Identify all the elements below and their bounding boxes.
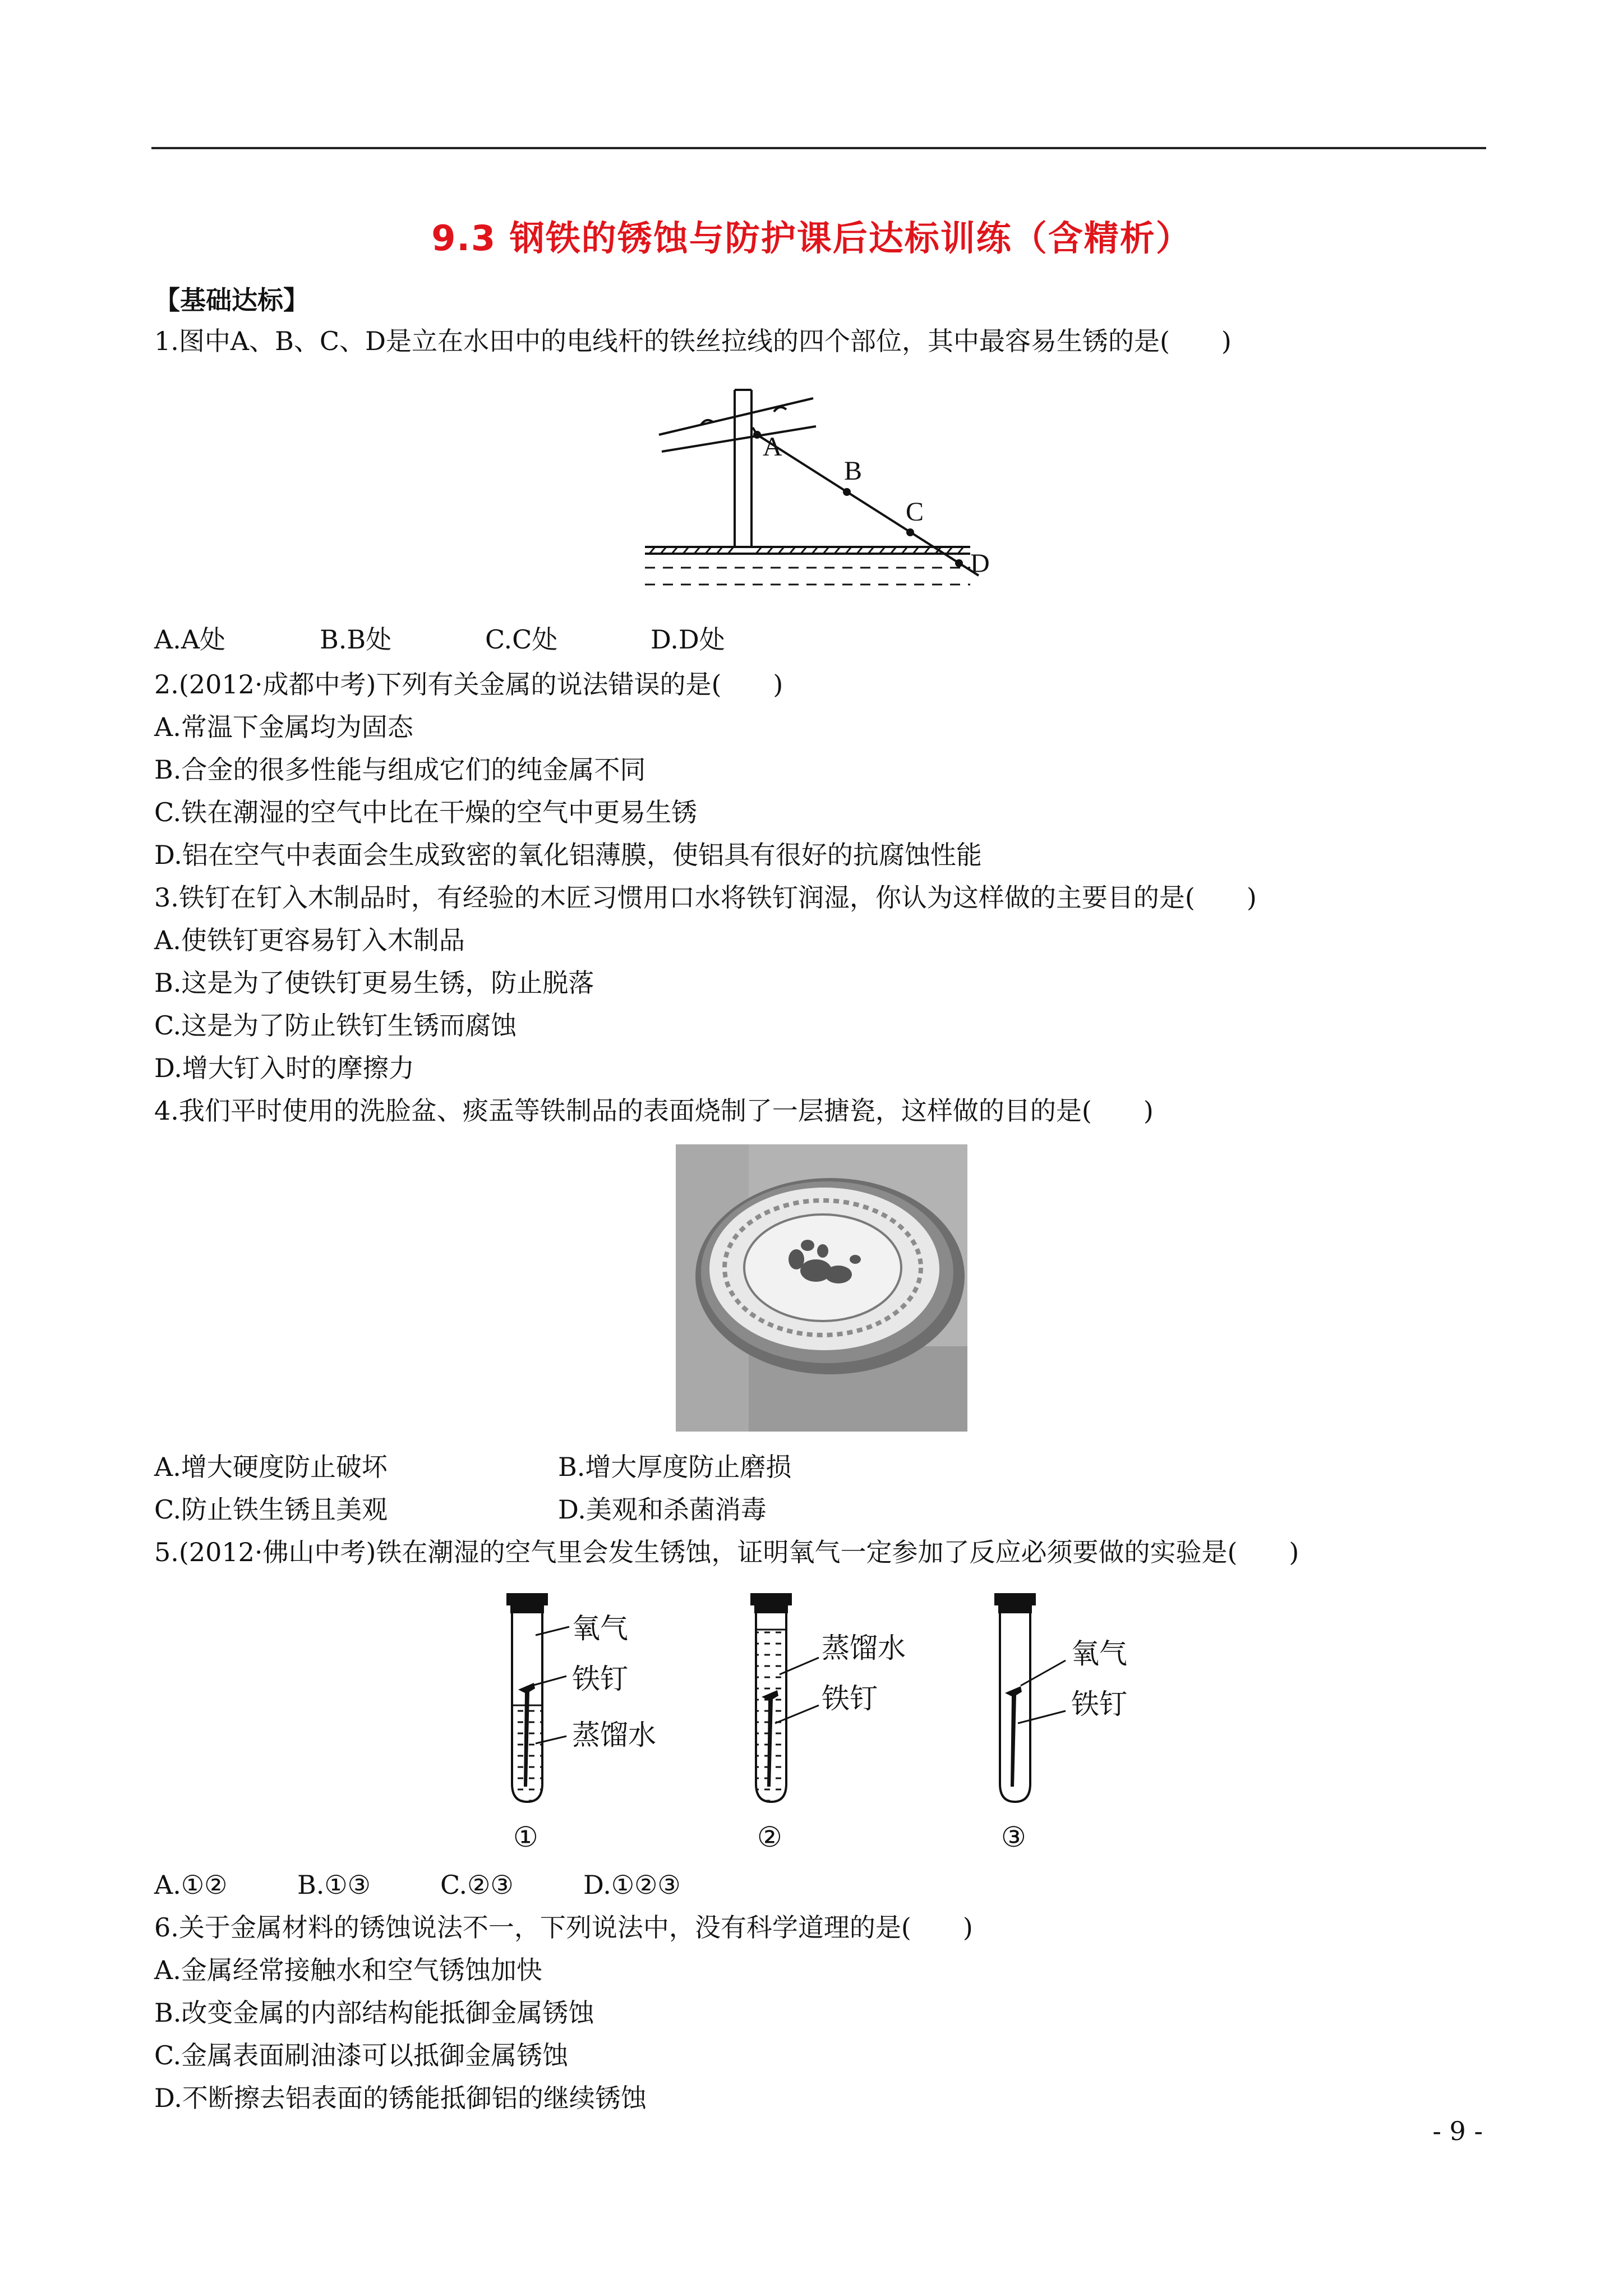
q5-test-tubes-figure xyxy=(494,1593,1166,1862)
section-label: 【基础达标】 xyxy=(154,285,309,315)
q5-option-a: A.①② xyxy=(154,1870,228,1900)
tube3-oxygen-label: 氧气 xyxy=(1071,1637,1127,1670)
tube3-number: ③ xyxy=(1001,1821,1026,1853)
q4-option-c: C.防止铁生锈且美观 xyxy=(154,1494,388,1525)
q6-option-c: C.金属表面刷油漆可以抵御金属锈蚀 xyxy=(154,2040,569,2070)
q4-stem: 4.我们平时使用的洗脸盆、痰盂等铁制品的表面烧制了一层搪瓷，这样做的目的是( ) xyxy=(154,1096,1154,1126)
tube1-number: ① xyxy=(513,1821,538,1853)
tube1-oxygen-label: 氧气 xyxy=(572,1612,628,1645)
q1-option-d: D.D处 xyxy=(651,624,725,655)
tube2-number: ② xyxy=(757,1821,782,1853)
q6-option-a: A.金属经常接触水和空气锈蚀加快 xyxy=(154,1955,542,1985)
q5-stem: 5.(2012·佛山中考)铁在潮湿的空气里会发生锈蚀，证明氧气一定参加了反应必须要做的实验是( ) xyxy=(154,1537,1299,1567)
tube-2 xyxy=(750,1593,906,1853)
q2-option-a: A.常温下金属均为固态 xyxy=(154,712,413,742)
tube-3 xyxy=(994,1593,1127,1853)
page-number: - 9 - xyxy=(1432,2116,1483,2146)
q4-option-d: D.美观和杀菌消毒 xyxy=(558,1494,767,1525)
q4-option-a: A.增大硬度防止破坏 xyxy=(154,1452,388,1482)
page-title: 9.3 钢铁的锈蚀与防护课后达标训练（含精析） xyxy=(431,218,1192,259)
q5-option-d: D.①②③ xyxy=(583,1870,681,1900)
q2-stem: 2.(2012·成都中考)下列有关金属的说法错误的是( ) xyxy=(154,669,783,700)
header-rule xyxy=(151,147,1486,149)
q2-option-c: C.铁在潮湿的空气中比在干燥的空气中更易生锈 xyxy=(154,797,698,827)
q2-option-b: B.合金的很多性能与组成它们的纯金属不同 xyxy=(154,754,646,785)
point-a-label: A xyxy=(763,432,782,462)
q5-option-b: B.①③ xyxy=(297,1870,371,1900)
tube3-nail-label: 铁钉 xyxy=(1071,1688,1127,1720)
q3-option-c: C.这是为了防止铁钉生锈而腐蚀 xyxy=(154,1010,517,1041)
point-b-label: B xyxy=(844,456,863,486)
q6-option-b: B.改变金属的内部结构能抵御金属锈蚀 xyxy=(154,1998,594,2028)
q1-option-b: B.B处 xyxy=(320,624,392,655)
q1-option-c: C.C处 xyxy=(485,624,558,655)
q1-pole-figure xyxy=(634,381,1015,606)
enamel-plate-photo xyxy=(676,1144,967,1432)
tube2-water-label: 蒸馏水 xyxy=(822,1632,906,1664)
tube-1 xyxy=(506,1593,656,1853)
q5-option-c: C.②③ xyxy=(440,1870,514,1900)
tube2-nail-label: 铁钉 xyxy=(822,1682,878,1715)
q1-stem: 1.图中A、B、C、D是立在水田中的电线杆的铁丝拉线的四个部位，其中最容易生锈的是( ) xyxy=(154,326,1232,356)
q3-option-d: D.增大钉入时的摩擦力 xyxy=(154,1053,414,1083)
point-d-label: D xyxy=(970,549,990,578)
point-c-label: C xyxy=(906,497,924,527)
q1-option-a: A.A处 xyxy=(154,624,226,655)
tube1-nail-label: 铁钉 xyxy=(572,1663,628,1695)
q3-option-b: B.这是为了使铁钉更易生锈，防止脱落 xyxy=(154,968,594,998)
tube1-water-label: 蒸馏水 xyxy=(572,1719,656,1751)
q4-option-b: B.增大厚度防止磨损 xyxy=(558,1452,792,1482)
q2-option-d: D.铝在空气中表面会生成致密的氧化铝薄膜，使铝具有很好的抗腐蚀性能 xyxy=(154,840,982,870)
q3-stem: 3.铁钉在钉入木制品时，有经验的木匠习惯用口水将铁钉润湿，你认为这样做的主要目的是( ) xyxy=(154,882,1257,913)
q6-stem: 6.关于金属材料的锈蚀说法不一，下列说法中，没有科学道理的是( ) xyxy=(154,1912,973,1943)
q6-option-d: D.不断擦去铝表面的锈能抵御铝的继续锈蚀 xyxy=(154,2083,647,2113)
q3-option-a: A.使铁钉更容易钉入木制品 xyxy=(154,925,465,955)
